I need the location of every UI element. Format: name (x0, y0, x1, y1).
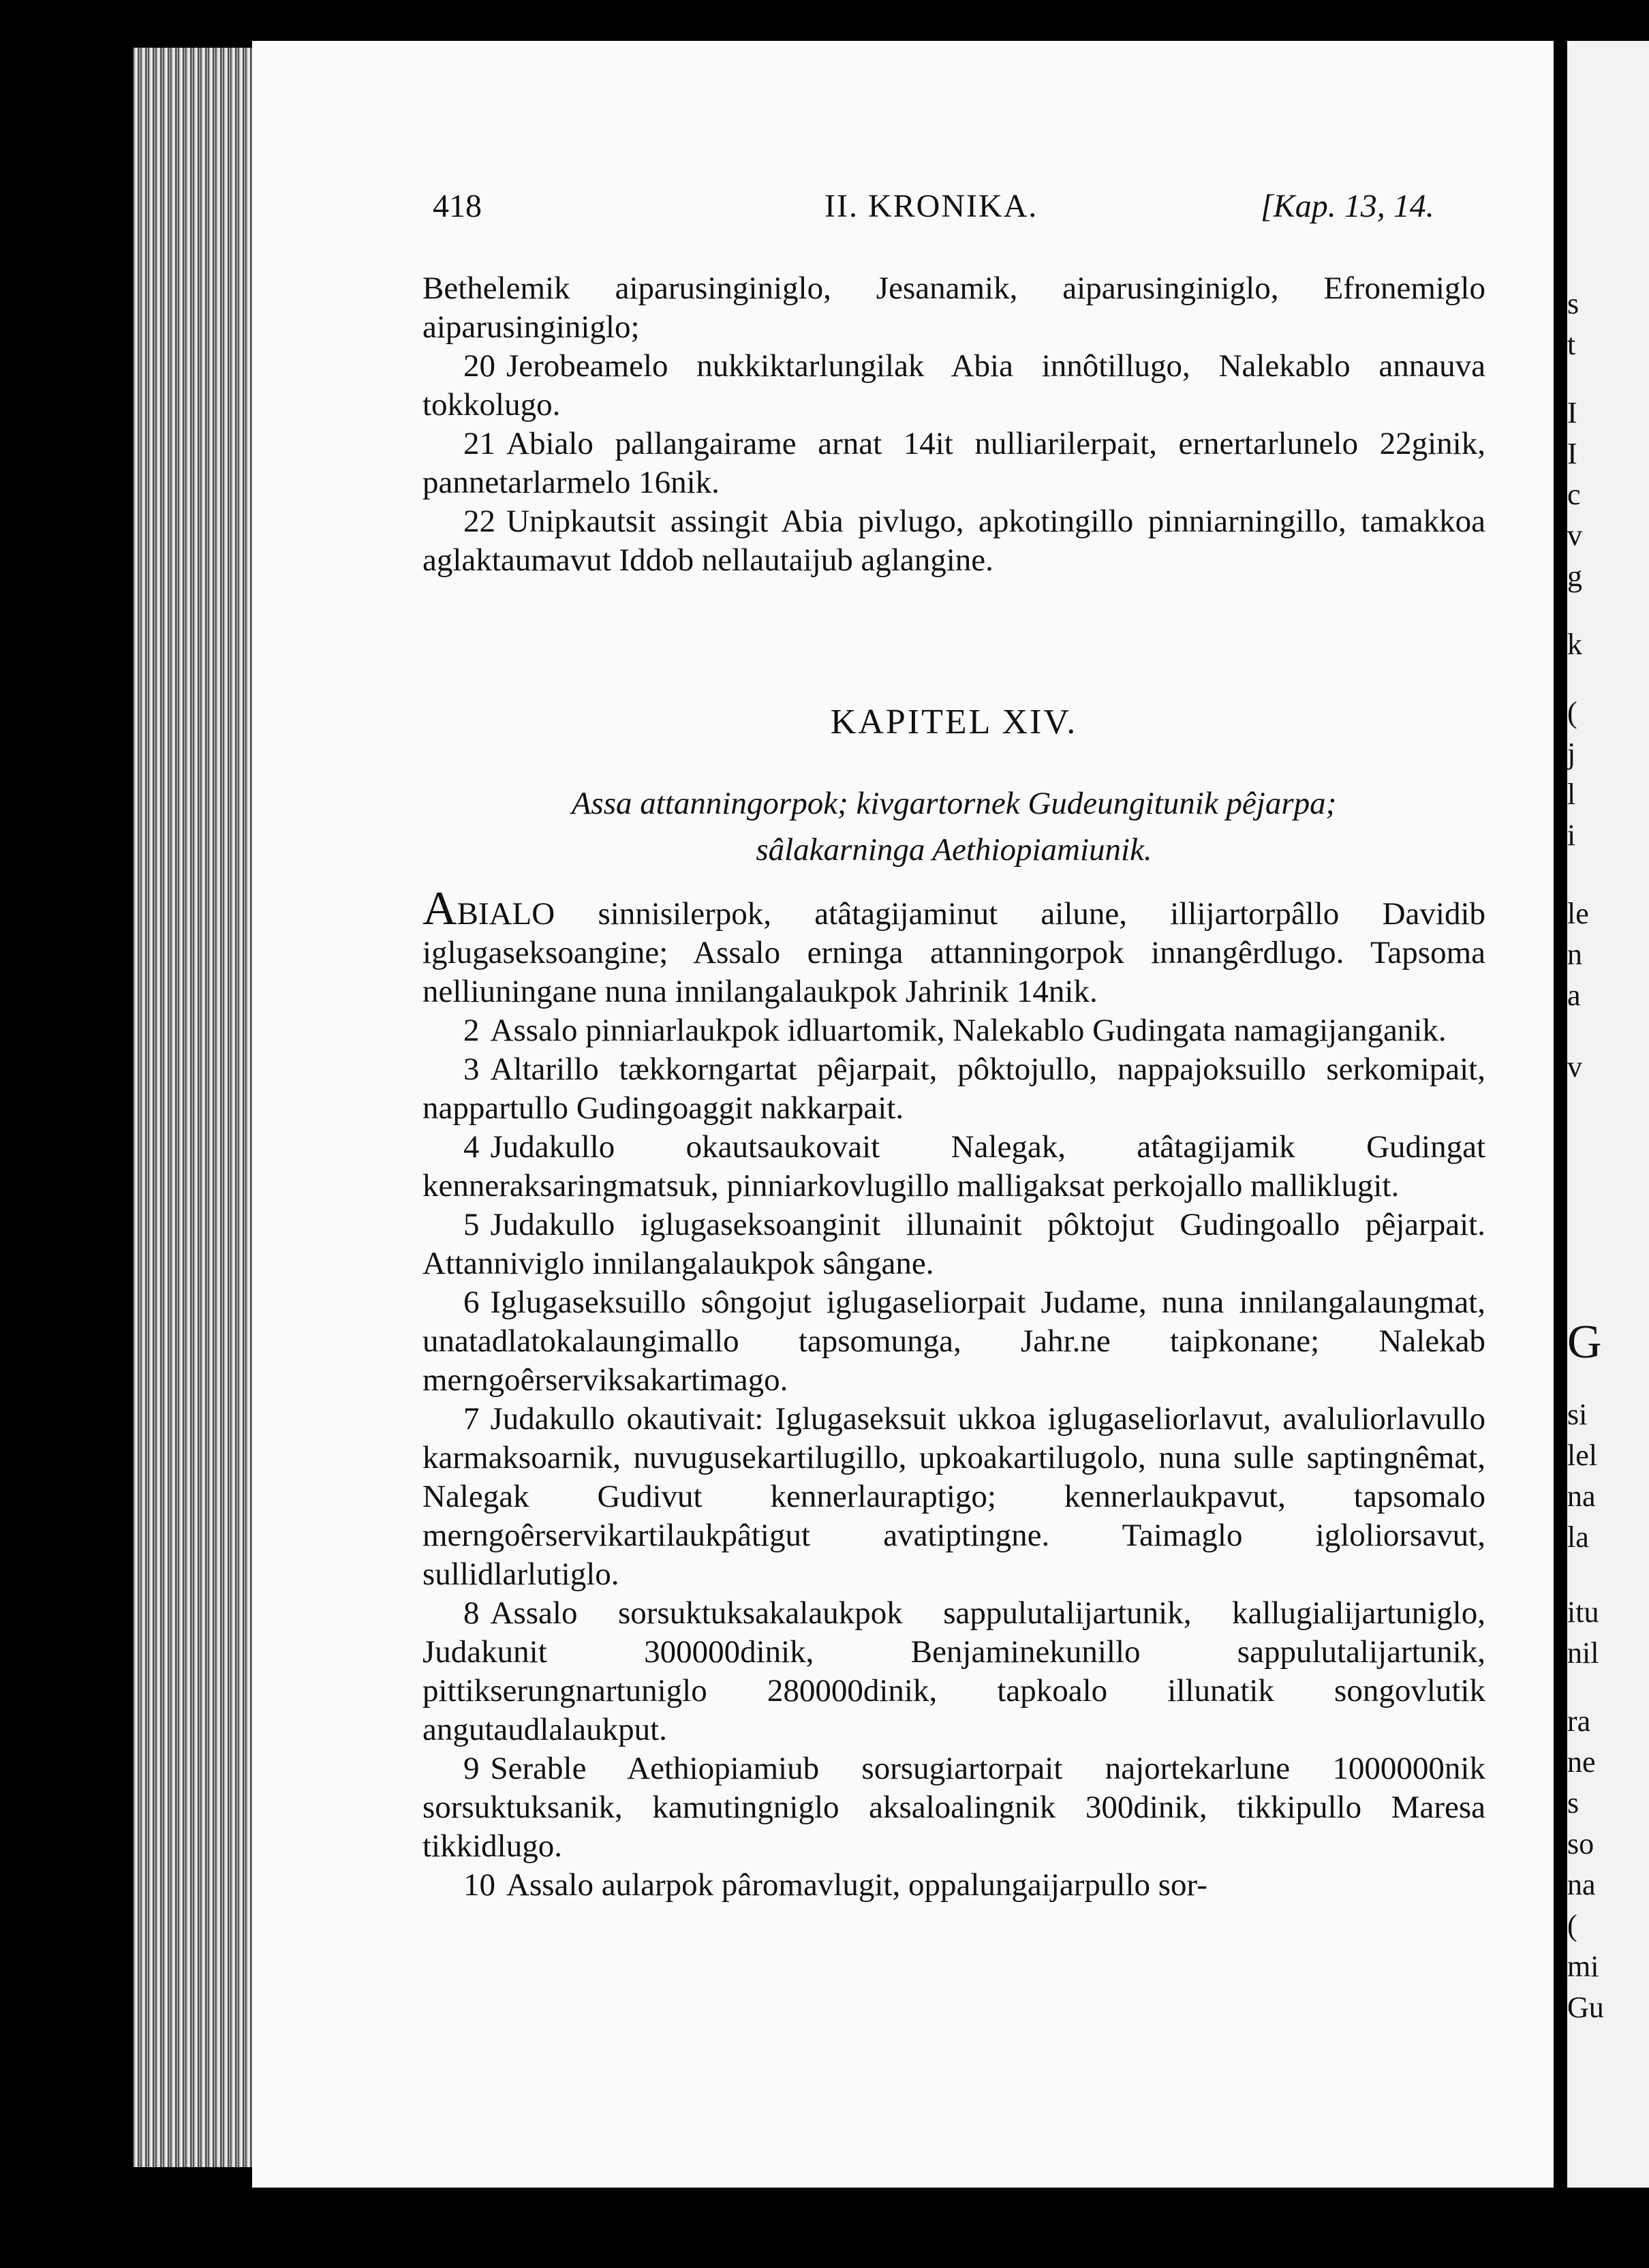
facing-text: na (1567, 1480, 1596, 1513)
verse-text: Jerobeamelo nukkiktarlungilak Abia innôtillugo, Nalekablo annauva tokkolugo. (422, 348, 1485, 423)
verse-paragraph (422, 1400, 1485, 1594)
facing-text: ( (1567, 696, 1577, 729)
facing-text: s (1567, 1786, 1579, 1820)
facing-text: so (1567, 1827, 1594, 1860)
facing-text: I (1567, 437, 1577, 470)
book-page-edges (133, 48, 256, 2167)
book-page (252, 41, 1554, 2188)
first-word-smallcaps: BIALO (457, 896, 555, 932)
facing-text: ne (1567, 1745, 1596, 1779)
facing-text: G (1567, 1316, 1602, 1368)
verse-text: Abialo pallangairame arnat 14it nulliarilerpait, ernertarlunelo 22ginik, pannetarlarmelo 16nik. (422, 426, 1485, 500)
facing-text: mi (1567, 1950, 1599, 1983)
verse-number: 21 (463, 426, 495, 461)
verse-paragraph (422, 1905, 1485, 1944)
verse-number: 20 (463, 348, 495, 384)
facing-text: a (1567, 979, 1581, 1012)
facing-text: ( (1567, 1909, 1577, 1942)
verse-text: Assalo aularpok pâromavlugit, oppalungaijarpullo sor- (506, 1867, 1207, 1903)
verse-text: Judakullo iglugaseksoanginit illunainit pôktojut Gudingoallo pêjarpait. Attanniviglo innilangalaukpok sângane. (422, 1207, 1485, 1281)
verse-paragraph (422, 1594, 1485, 1749)
facing-text: le (1567, 897, 1589, 930)
facing-text: Gu (1567, 1991, 1604, 2024)
summary-line: sâlakarninga Aethiopiamiunik. (756, 832, 1152, 868)
verse-paragraph (422, 1050, 1485, 1128)
verse-number: 8 (463, 1595, 480, 1631)
verse-paragraph (422, 502, 1485, 580)
drop-cap: A (422, 883, 457, 935)
verse-number: 22 (463, 504, 495, 539)
facing-text: lel (1567, 1439, 1597, 1472)
chapter-14-body (422, 883, 1485, 1944)
facing-text: itu (1567, 1595, 1599, 1629)
chapter-reference: [Kap. 13, 14. (1261, 188, 1434, 224)
facing-text: i (1567, 818, 1576, 852)
facing-text: nil (1567, 1636, 1599, 1670)
facing-text: j (1567, 737, 1576, 770)
verse-text: Assalo pinniarlaukpok idluartomik, Nalekablo Gudingata namagijanganik. (490, 1013, 1447, 1048)
verse-number: 10 (463, 1867, 495, 1903)
verse-text: Iglugaseksuillo sôngojut iglugaseliorpait Judame, nuna innilangalaungmat, unatadlatokalaungimallo tapsomunga, Jahr.ne taipkonane; Nalekab merngoêrserviksakartimago. (422, 1285, 1485, 1398)
facing-text: t (1567, 328, 1576, 361)
facing-page-fragment (1567, 41, 1649, 2188)
verse-text: Assalo sorsuktuksakalaukpok sappulutalijartunik, kallugialijartuniglo, Judakunit 300000dinik, Benjaminekunillo sappulutalijartunik, pittikserungnartuniglo 280000dinik, tapkoalo illunatik songovlutik angutaudlalaukput. (422, 1595, 1485, 1747)
facing-text: g (1567, 560, 1582, 593)
verse-number: 2 (463, 1013, 480, 1048)
facing-text: la (1567, 1520, 1589, 1554)
verse-number: 6 (463, 1285, 480, 1320)
verse-text: Unipkautsit assingit Abia pivlugo, apkotingillo pinniarningillo, tamakkoa aglaktaumavut Iddob nellautaijub aglangine. (422, 504, 1485, 578)
verse-text: Altarillo tækkorngartat pêjarpait, pôktojullo, nappajoksuillo serkomipait, nappartullo Gudingoaggit nakkarpait. (422, 1052, 1485, 1126)
page-number: 418 (433, 188, 482, 224)
summary-line: Assa attanningorpok; kivgartornek Gudeungitunik pêjarpa; (571, 786, 1337, 821)
facing-text: I (1567, 396, 1577, 429)
chapter-13-tail (422, 269, 1485, 580)
verse-text: Judakullo okautsaukovait Nalegak, atâtagijamik Gudingat kenneraksaringmatsuk, pinniarkovlugillo malligaksat perkojallo malliklugit. (422, 1129, 1485, 1204)
facing-text: s (1567, 287, 1579, 320)
verse-paragraph (422, 1206, 1485, 1283)
verse-text: Bethelemik aiparusinginiglo, Jesanamik, aiparusinginiglo, Efronemiglo aiparusinginiglo; (422, 271, 1485, 345)
chapter-title: KAPITEL XIV. (830, 703, 1078, 741)
verse-paragraph (422, 269, 1485, 347)
verse-number: 9 (463, 1751, 480, 1786)
verse-text: Judakullo okautivait: Iglugaseksuit ukkoa iglugaseliorlavut, avaluliorlavullo karmaksoarnik, nuvugusekartilugillo, upkoakartilugolo, nuna sulle saptingnêmat, Nalegak Gudivut kennerlauraptigo; kennerlaukpavut, tapsomalo merngoêrservikartilaukpâtigut avatiptingne. Taimaglo igloliorsavut, sullidlarlutiglo. (422, 1401, 1485, 1592)
verse-paragraph (422, 1283, 1485, 1400)
facing-text: k (1567, 628, 1582, 661)
facing-text: c (1567, 478, 1581, 511)
verse-paragraph (422, 1128, 1485, 1206)
verse-paragraph (422, 347, 1485, 425)
facing-text: n (1567, 938, 1582, 971)
running-title: II. KRONIKA. (824, 188, 1038, 224)
verse-paragraph (422, 1011, 1485, 1050)
verse-paragraph (422, 1749, 1485, 1866)
verse-number: 4 (463, 1129, 480, 1165)
verse-text: Serable Aethiopiamiub sorsugiartorpait najortekarlune 1000000nik sorsuktuksanik, kamutingniglo aksaloalingnik 300dinik, tikkipullo Maresa tikkidlugo. (422, 1751, 1485, 1864)
facing-text: ra (1567, 1704, 1591, 1738)
facing-text: v (1567, 519, 1582, 552)
facing-text: na (1567, 1868, 1596, 1901)
verse-paragraph (422, 1866, 1485, 1905)
facing-text: si (1567, 1398, 1588, 1431)
verse-number: 5 (463, 1207, 480, 1242)
facing-text: v (1567, 1050, 1582, 1084)
verse-number: 3 (463, 1052, 480, 1087)
chapter-summary (422, 780, 1485, 873)
verse-text: sinnisilerpok, atâtagijaminut ailune, illijartorpâllo Davidib iglugaseksoangine; Assalo erninga attanningorpok innangêrdlugo. Tapsoma nelliuningane nuna innilangalaukpok Jahrinik 14nik. (422, 896, 1485, 1009)
verse-paragraph (422, 425, 1485, 502)
verse-paragraph-first (422, 883, 1485, 1011)
verse-number: 7 (463, 1401, 480, 1437)
facing-text: l (1567, 778, 1576, 811)
